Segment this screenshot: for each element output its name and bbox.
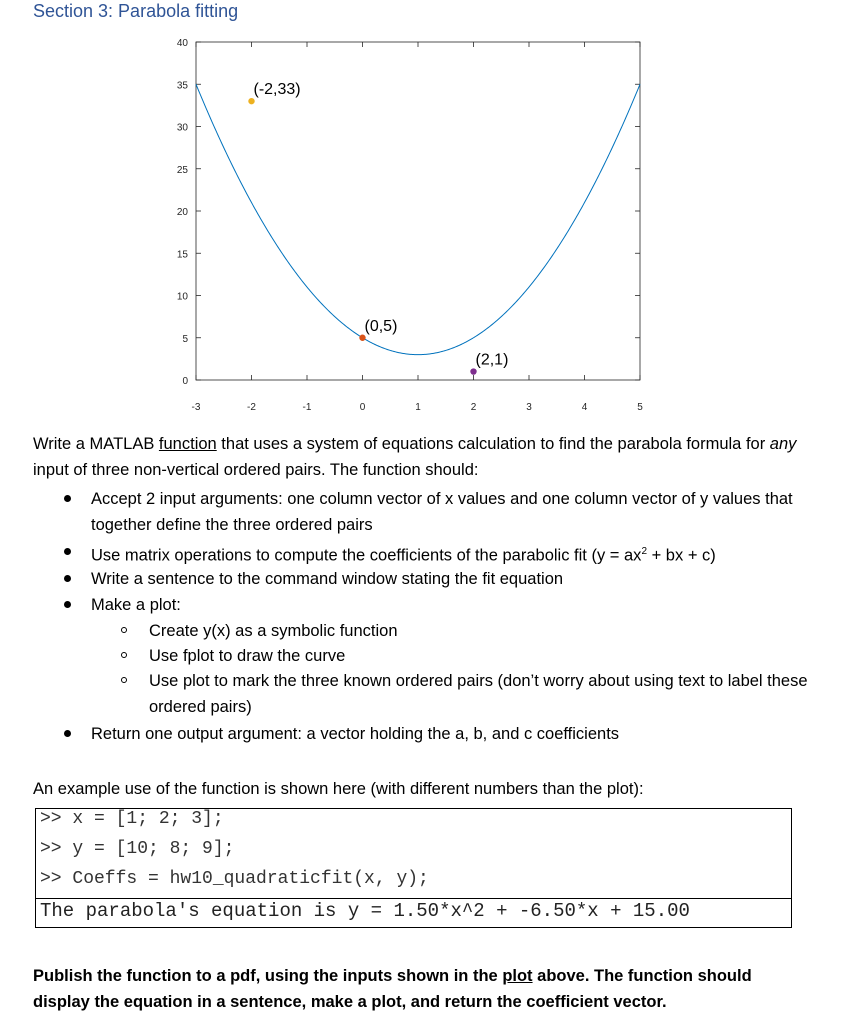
y-tick-label: 10: [176, 291, 188, 303]
data-point-label: (0,5): [364, 317, 398, 335]
publish-instructions: Publish the function to a pdf, using the inputs shown in the plot above. The function should display the equation in a sentence, make a plot, and return the coefficient vector.: [33, 967, 752, 1011]
bullet-sentence: Write a sentence to the command window stating the fit equation: [91, 566, 811, 592]
y-tick-label: 30: [176, 122, 188, 134]
bullet-return: Return one output argument: a vector holding the a, b, and c coefficients: [91, 721, 811, 747]
subbullet-fplot: Use fplot to draw the curve: [149, 643, 809, 669]
section-title: Section 3: Parabola fitting: [33, 1, 239, 21]
y-tick-label: 40: [176, 38, 188, 49]
code-example-box: [35, 808, 792, 928]
code-line-call: >> Coeffs = hw10_quadraticfit(x, y);: [40, 869, 429, 889]
y-tick-label: 35: [176, 80, 188, 92]
subbullet-symbolic: Create y(x) as a symbolic function: [149, 618, 809, 644]
code-separator: [36, 898, 791, 899]
example-intro: An example use of the function is shown here (with different numbers than the plot):: [33, 780, 644, 798]
y-tick-label: 25: [176, 164, 188, 176]
x-tick-label: 1: [415, 402, 421, 413]
y-tick-label: 0: [182, 376, 188, 387]
data-point: [248, 98, 254, 104]
code-line-x: >> x = [1; 2; 3];: [40, 809, 224, 829]
parabola-plot: [0, 0, 850, 430]
x-tick-label: 3: [526, 402, 532, 413]
data-point-label: (2,1): [475, 351, 509, 369]
intro-paragraph: Write a MATLAB function that uses a system of equations calculation to find the parabola formula for any input of three non-vertical ordered pairs. The function should:: [33, 435, 797, 479]
x-tick-label: -1: [302, 402, 312, 413]
plot-link[interactable]: plot: [502, 967, 533, 985]
code-output-line: The parabola's equation is y = 1.50*x^2 + -6.50*x + 15.00: [40, 900, 690, 922]
x-tick-label: 4: [581, 402, 588, 413]
x-tick-label: 0: [359, 402, 366, 413]
code-line-y: >> y = [10; 8; 9];: [40, 839, 235, 859]
bullet-matrix-ops: Use matrix operations to compute the coefficients of the parabolic fit ($y = ax^2$ + bx + c): [91, 539, 811, 569]
x-tick-label: -3: [191, 402, 201, 413]
plot-axes: [177, 38, 643, 413]
bullet-make-plot: Make a plot:: [91, 592, 811, 618]
subbullet-plot: Use plot to mark the three known ordered pairs (don’t worry about using text to label these ordered pairs): [149, 668, 809, 720]
y-tick-label: 5: [182, 333, 188, 345]
bullet-input-args: Accept 2 input arguments: one column vector of x values and one column vector of y values that together define the three ordered pairs: [91, 486, 811, 538]
y-tick-label: 15: [176, 249, 188, 261]
x-tick-label: 2: [470, 402, 477, 413]
data-point-label: (-2,33): [253, 81, 301, 99]
data-point: [359, 335, 365, 341]
function-link[interactable]: function: [158, 435, 217, 453]
x-tick-label: -2: [247, 402, 256, 413]
x-tick-label: 5: [637, 402, 643, 413]
data-point: [470, 368, 476, 374]
y-tick-label: 20: [176, 207, 188, 218]
